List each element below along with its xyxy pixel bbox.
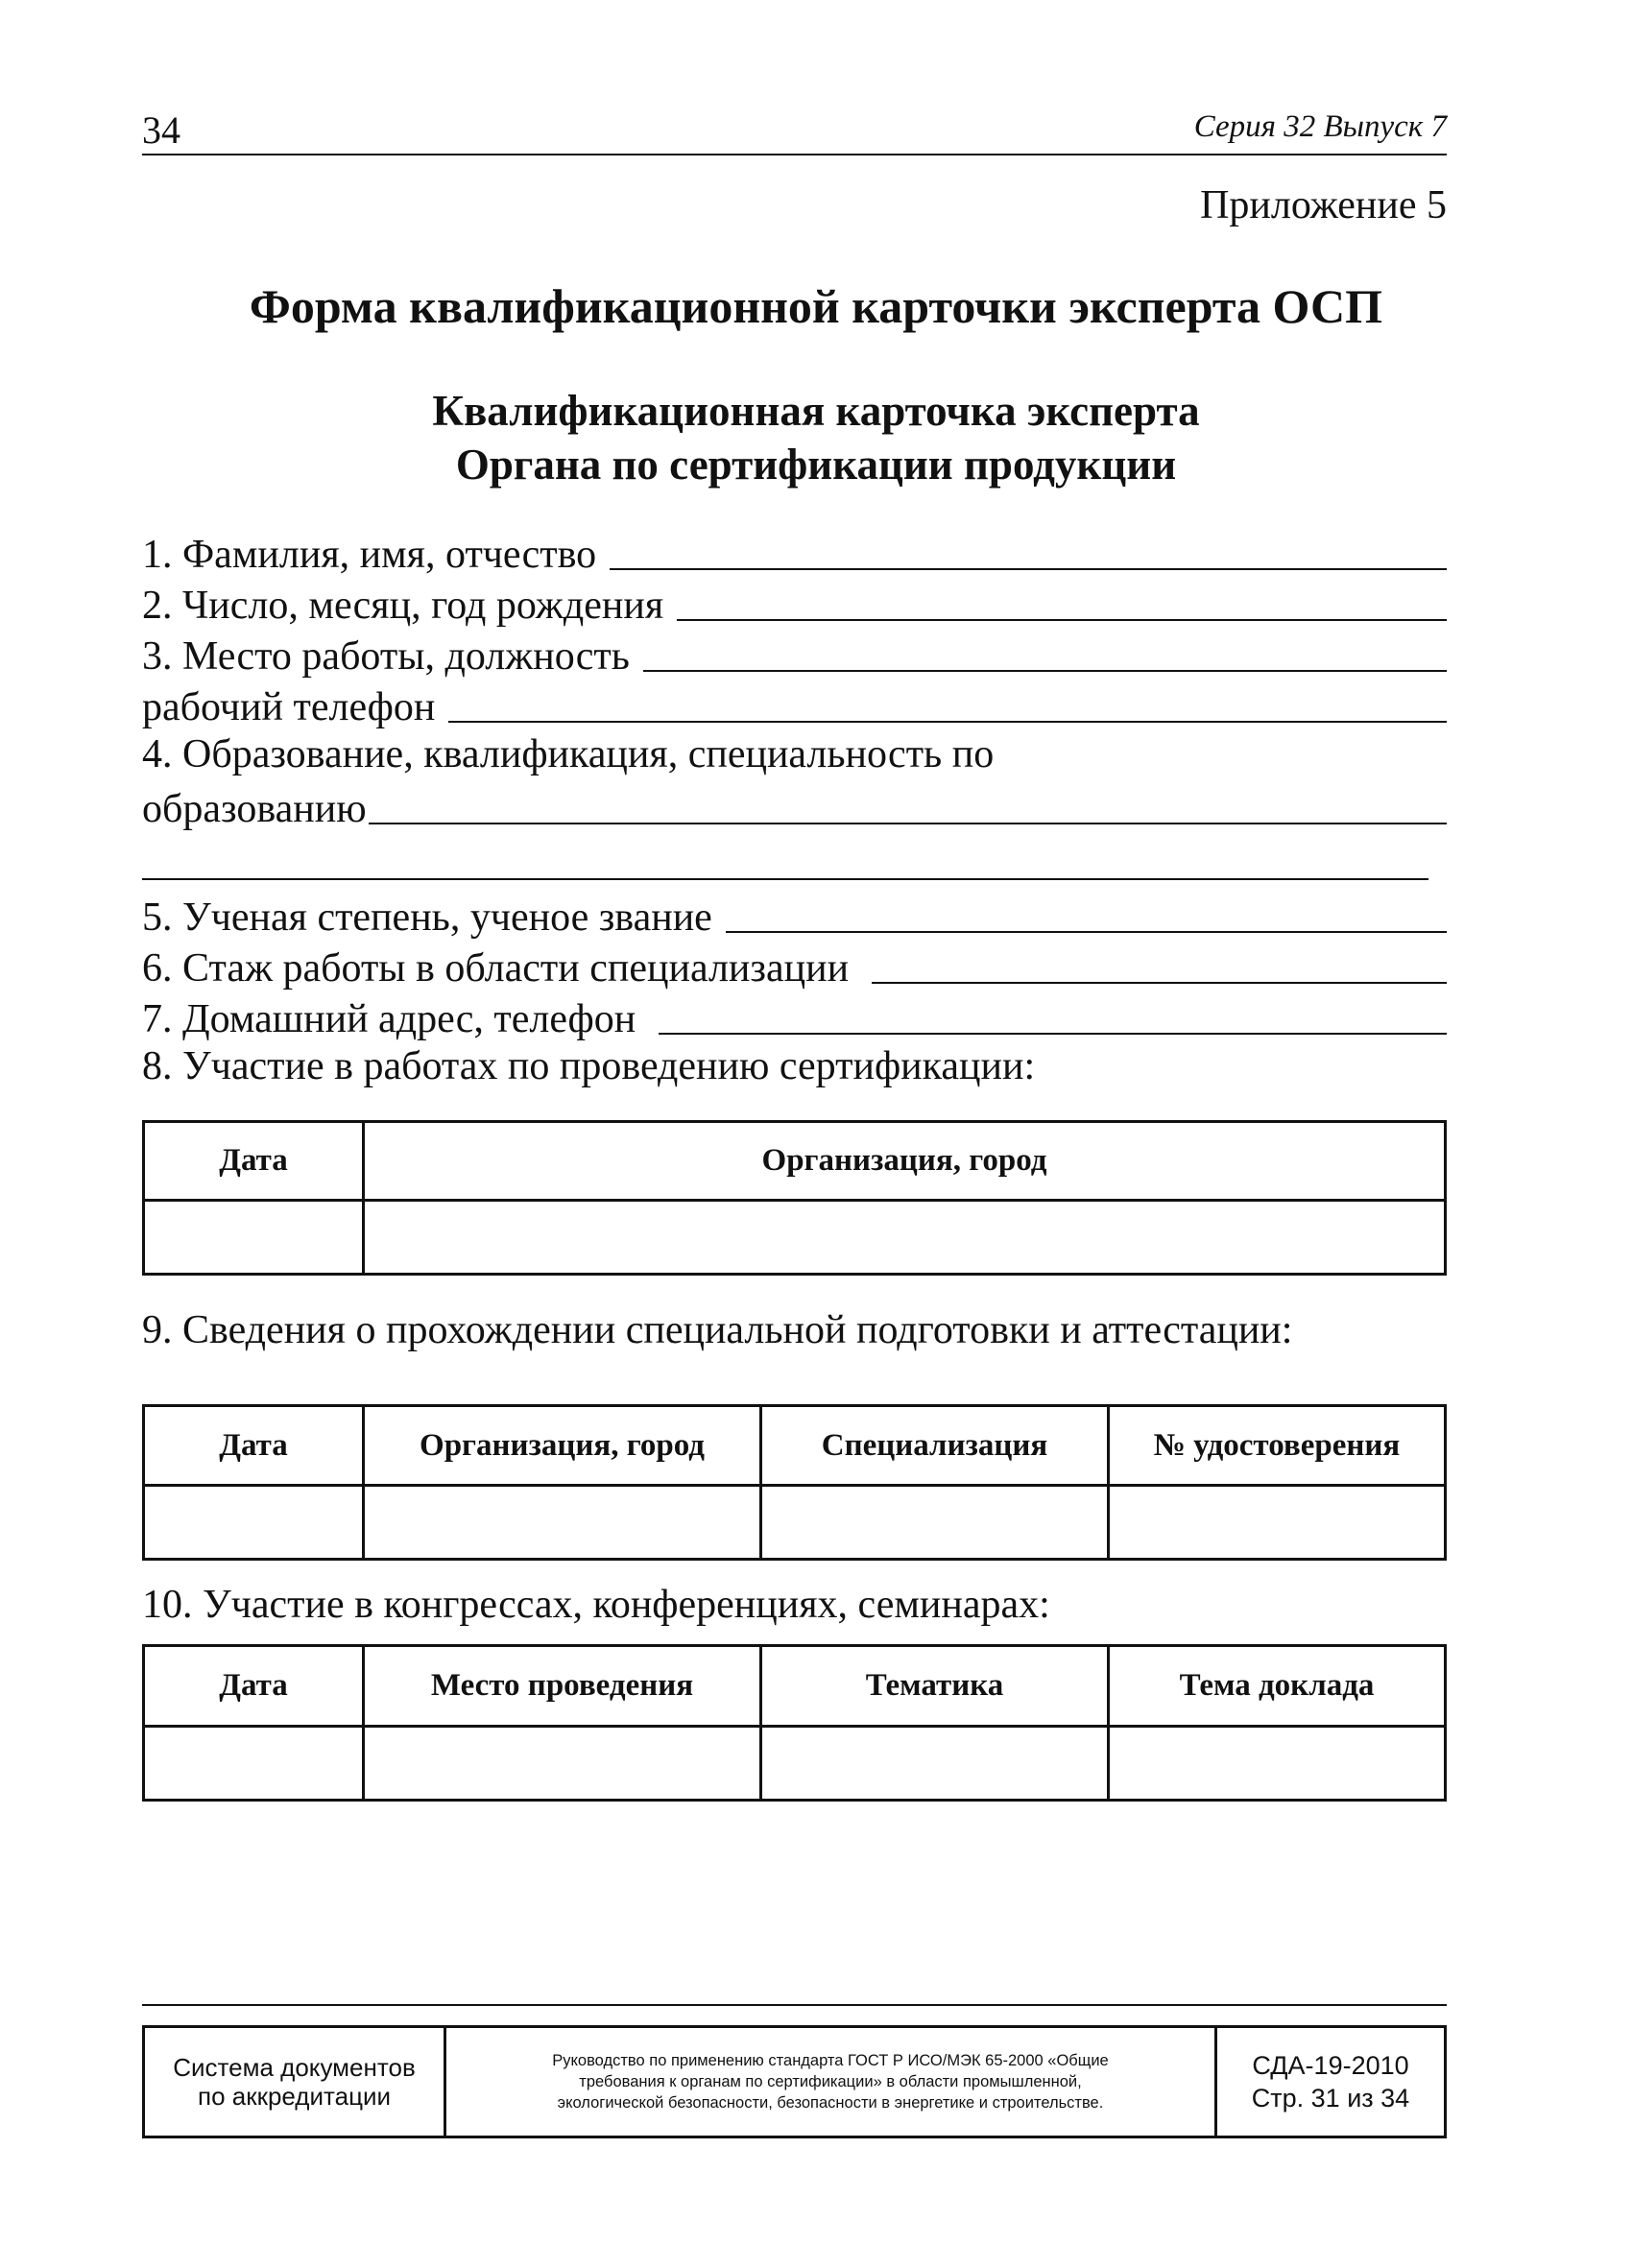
footer-system-name — [144, 2027, 445, 2137]
field-home-address-label: 7. Домашний адрес, телефон — [142, 997, 636, 1041]
field-full-name-label: 1. Фамилия, имя, отчество — [142, 533, 597, 577]
table10-header-date: Дата — [144, 1646, 364, 1727]
footer-guide-line1: Руководство по применению стандарта ГОСТ Р ИСО/МЭК 65-2000 «Общие — [552, 2052, 1109, 2069]
table10-header-topic: Тематика — [761, 1646, 1109, 1727]
footer-block — [142, 2025, 1447, 2138]
card-title-line1: Квалификационная карточка эксперта — [432, 387, 1200, 435]
footer-page-info: Стр. 31 из 34 — [1251, 2084, 1410, 2113]
table9-cell-organization[interactable] — [364, 1486, 761, 1560]
field-work-phone — [142, 680, 1447, 730]
field-birth-date-label: 2. Число, месяц, год рождения — [142, 584, 664, 628]
table9-header-date: Дата — [144, 1406, 364, 1486]
table8-cell-organization[interactable] — [364, 1201, 1446, 1275]
field-workplace — [142, 630, 1447, 680]
table10-cell-date[interactable] — [144, 1727, 364, 1801]
table9-cell-date[interactable] — [144, 1486, 364, 1560]
table10-header-report: Тема доклада — [1109, 1646, 1446, 1727]
field-work-phone-label: рабочий телефон — [142, 685, 436, 729]
field-certification-work — [142, 1043, 1447, 1093]
conferences-table — [142, 1644, 1447, 1802]
card-title — [0, 384, 1632, 491]
table10-header-venue: Место проведения — [364, 1646, 761, 1727]
table8-header-date: Дата — [144, 1122, 364, 1201]
section-conferences-heading: 10. Участие в конгрессах, конференциях, семинарах: — [142, 1583, 1050, 1627]
field-education-label: 4. Образование, квалификация, специальность по — [142, 732, 995, 776]
table10-cell-topic[interactable] — [761, 1727, 1109, 1801]
field-education-blank-extra[interactable] — [142, 878, 1428, 880]
field-experience — [142, 942, 1447, 991]
footer-doc-code — [1216, 2027, 1446, 2137]
footer-divider — [142, 2004, 1447, 2006]
field-experience-label: 6. Стаж работы в области специализации — [142, 946, 850, 991]
field-work-phone-blank[interactable] — [448, 721, 1447, 723]
footer-guide-title — [445, 2027, 1216, 2137]
table-header-row — [144, 1646, 1446, 1727]
page-number: 34 — [142, 108, 180, 152]
series-label: Серия 32 Выпуск 7 — [1193, 109, 1447, 144]
field-degree-label: 5. Ученая степень, ученое звание — [142, 895, 712, 940]
footer-doc-number: СДА-19-2010 — [1252, 2051, 1409, 2080]
footer-system-line1: Система документов — [173, 2053, 416, 2082]
card-title-line2: Органа по сертификации продукции — [455, 441, 1177, 489]
table-row — [144, 1727, 1446, 1801]
table-row — [144, 1486, 1446, 1560]
field-birth-date-blank[interactable] — [677, 619, 1447, 621]
field-certification-work-label: 8. Участие в работах по проведению сертификации: — [142, 1044, 1036, 1088]
table8-header-organization: Организация, город — [364, 1122, 1446, 1201]
table9-header-specialization: Специализация — [761, 1406, 1109, 1486]
document-title: Форма квалификационной карточки эксперта ОСП — [249, 279, 1383, 333]
appendix-label: Приложение 5 — [1200, 183, 1447, 227]
field-workplace-label: 3. Место работы, должность — [142, 634, 630, 679]
table-header-row — [144, 1122, 1446, 1201]
field-experience-blank[interactable] — [872, 982, 1447, 984]
field-education-cont-label: образованию — [142, 787, 367, 831]
footer-system-line2: по аккредитации — [197, 2082, 392, 2111]
field-home-address-blank[interactable] — [659, 1033, 1447, 1035]
table8-cell-date[interactable] — [144, 1201, 364, 1275]
field-degree — [142, 891, 1447, 941]
field-education-blank[interactable] — [369, 823, 1447, 824]
table9-cell-specialization[interactable] — [761, 1486, 1109, 1560]
field-degree-blank[interactable] — [726, 931, 1447, 933]
footer-guide-line3: экологической безопасности, безопасности в энергетике и строительстве. — [557, 2094, 1104, 2112]
table9-cell-certificate[interactable] — [1109, 1486, 1446, 1560]
table10-cell-report[interactable] — [1109, 1727, 1446, 1801]
table-row — [144, 1201, 1446, 1275]
table-header-row — [144, 1406, 1446, 1486]
field-workplace-blank[interactable] — [643, 670, 1447, 672]
field-full-name — [142, 528, 1447, 578]
training-table — [142, 1404, 1447, 1561]
field-birth-date — [142, 579, 1447, 629]
field-education-cont — [142, 782, 1447, 832]
field-home-address — [142, 992, 1447, 1042]
table10-cell-venue[interactable] — [364, 1727, 761, 1801]
section-training-heading: 9. Сведения о прохождении специальной подготовки и аттестации: — [142, 1308, 1293, 1352]
field-full-name-blank[interactable] — [610, 568, 1447, 570]
certification-work-table — [142, 1120, 1447, 1276]
table9-header-certificate: № удостоверения — [1109, 1406, 1446, 1486]
header-divider — [142, 154, 1447, 155]
footer-guide-line2: требования к органам по сертификации» в области промышленной, — [579, 2073, 1082, 2090]
table9-header-organization: Организация, город — [364, 1406, 761, 1486]
field-education — [142, 731, 1447, 781]
